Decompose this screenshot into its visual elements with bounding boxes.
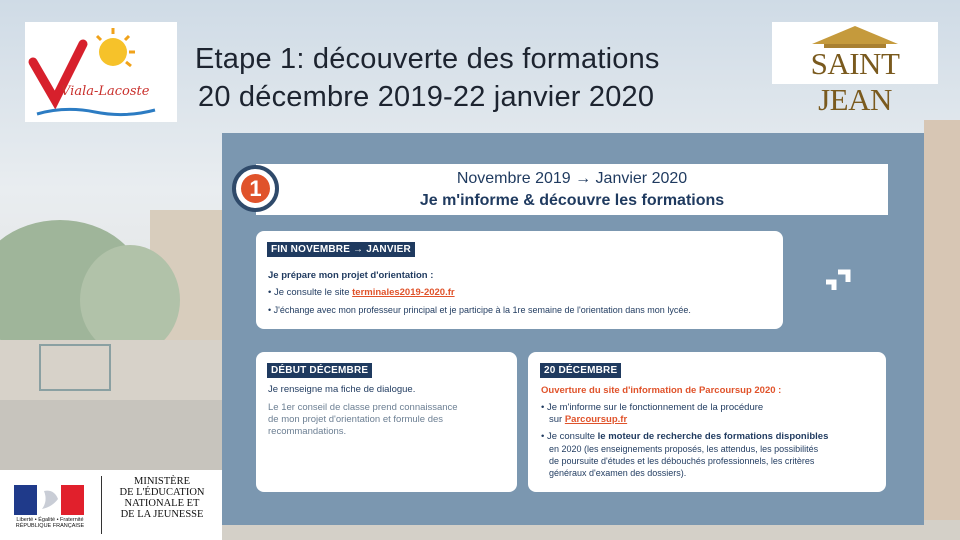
card3-headline: Ouverture du site d'information de Parcoursup 2020 :	[541, 385, 782, 396]
step-badge	[232, 165, 279, 212]
card3-bullet2-line3: de poursuite d'études et les débouchés professionnels, les critères	[549, 456, 815, 466]
divider	[101, 476, 102, 534]
step-number: 1	[241, 174, 270, 203]
saint-jean-logo	[772, 22, 938, 117]
card3-bullet2-line2: en 2020 (les enseignements proposés, les attendus, les possibilités	[549, 444, 819, 454]
header-heading: Je m'informe & découvre les formations	[419, 192, 725, 209]
card2-line2: Le 1er conseil de classe prend connaissance	[268, 402, 458, 413]
card1-intro: Je prépare mon projet d'orientation :	[268, 270, 434, 281]
card3-bullet2-line4: généraux d'examen des dossiers).	[549, 468, 687, 478]
ministry-logo	[0, 470, 222, 540]
card3-bullet1-line1: • Je m'informe sur le fonctionnement de la procédure	[541, 402, 764, 413]
viala-lacoste-logo	[25, 22, 177, 122]
republic-motto: Liberté • Égalité • Fraternité RÉPUBLIQUE FRANÇAISE	[15, 517, 85, 529]
marianne-flag-icon	[14, 485, 84, 515]
header-date-range: Novembre 2019 → Janvier 2020	[456, 170, 688, 187]
slide-title	[178, 40, 778, 116]
arrow-icon	[372, 468, 402, 494]
terminales-link[interactable]: terminales2019-2020.fr	[352, 287, 455, 298]
card3-bullet1-line2: sur Parcoursup.fr	[549, 414, 628, 425]
card3-bullet2-line1: • Je consulte le moteur de recherche des formations disponibles	[541, 431, 829, 442]
card2-line4: recommandations.	[268, 426, 347, 437]
card1-tag: FIN NOVEMBRE → JANVIER	[267, 242, 415, 257]
title-line-1: Etape 1: découverte des formations	[195, 43, 660, 75]
card3-tag: 20 DÉCEMBRE	[540, 363, 621, 378]
arrow-icon	[822, 268, 852, 294]
saint-jean-wordmark: SAINT JEAN	[810, 46, 900, 117]
brand-name: Viala-Lacoste	[61, 84, 150, 99]
card2-line1: Je renseigne ma fiche de dialogue.	[268, 384, 416, 395]
card2-line3: de mon projet d'orientation et formule des	[268, 414, 444, 425]
parcoursup-link[interactable]: Parcoursup.fr	[564, 414, 628, 425]
card1-bullet1: • Je consulte le site terminales2019-2020.fr	[268, 287, 455, 298]
sun-check-logo-icon	[25, 22, 177, 122]
card1-bullet2: • J'échange avec mon professeur principal et je participe à la 1re semaine de l'orientation dans mon lycée.	[268, 305, 691, 315]
card2-tag: DÉBUT DÉCEMBRE	[267, 363, 372, 378]
ministry-name: MINISTÈRE DE L'ÉDUCATION NATIONALE ET DE LA JEUNESSE	[119, 476, 205, 520]
title-line-2: 20 décembre 2019-22 janvier 2020	[198, 81, 655, 113]
